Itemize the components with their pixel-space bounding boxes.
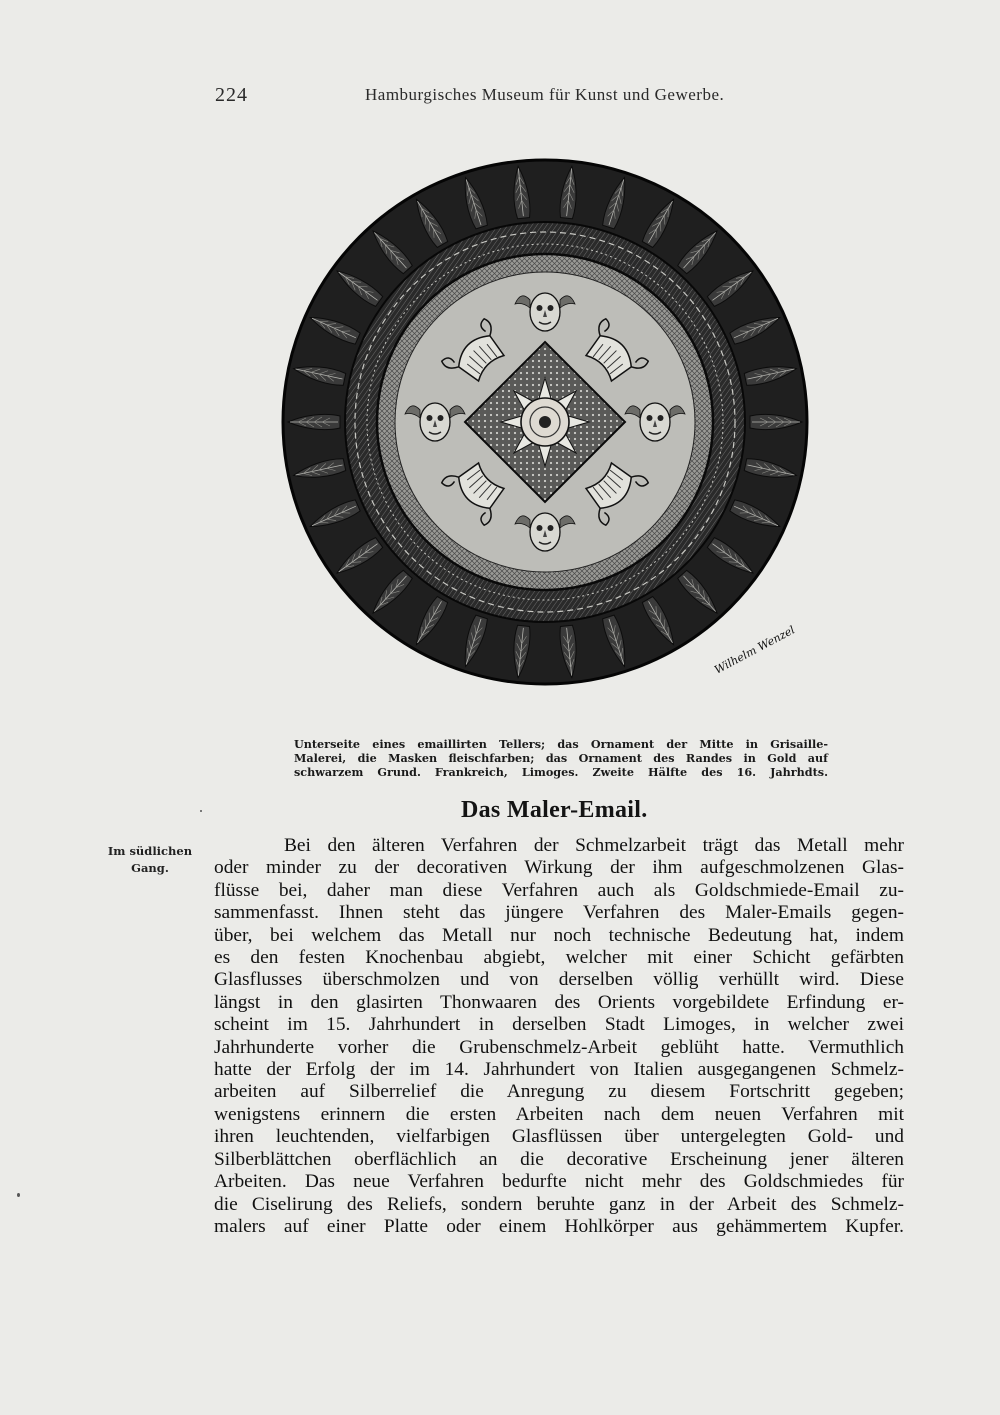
body-line: längst in den glasirten Thonwaaren des Orients vorgebildete Erfindung er- — [214, 991, 904, 1013]
figure-caption — [294, 737, 828, 779]
body-line: oder minder zu der decorativen Wirkung der ihm aufgeschmolzenen Glas- — [214, 857, 904, 879]
marginal-note — [100, 843, 200, 877]
body-line: die Ciselirung des Reliefs, sondern beruhte ganz in der Arbeit des Schmelz- — [214, 1193, 904, 1215]
body-paragraph — [214, 835, 904, 1238]
paper-speck — [200, 810, 202, 812]
body-line: wenigstens erinnern die ersten Arbeiten nach dem neuen Verfahren mit — [214, 1103, 904, 1125]
page-number: 224 — [215, 84, 248, 106]
body-line: arbeiten auf Silberrelief die Anregung zu diesem Fortschritt gegeben; — [214, 1081, 904, 1103]
marginal-note-line: Im südlichen — [107, 844, 193, 858]
paper-speck — [17, 1193, 20, 1197]
body-line: Silberblättchen oberflächlich an die decorative Erscheinung jener älteren — [214, 1148, 904, 1170]
body-line: Jahrhunderte vorher die Grubenschmelz-Arbeit geblüht hatte. Vermuthlich — [214, 1036, 904, 1058]
body-line: sammenfasst. Ihnen steht das jüngere Verfahren des Maler-Emails gegen- — [214, 902, 904, 924]
body-line: Arbeiten. Das neue Verfahren bedurfte nicht mehr des Goldschmiedes für — [214, 1171, 904, 1193]
caption-line: Malerei, die Masken fleischfarben; das Ornament des Randes in Gold auf — [294, 751, 828, 765]
caption-line: Unterseite eines emaillirten Tellers; das Ornament der Mitte in Grisaille- — [294, 737, 828, 751]
body-line: flüsse bei, daher man diese Verfahren auch als Goldschmiede-Email zu- — [214, 879, 904, 901]
body-line: Bei den älteren Verfahren der Schmelzarbeit trägt das Metall mehr — [284, 835, 904, 856]
body-line: malers auf einer Platte oder einem Hohlkörper aus gehämmertem Kupfer. — [214, 1215, 904, 1237]
body-line: hatte der Erfolg der im 14. Jahrhundert von Italien ausgegangenen Schmelz- — [214, 1059, 904, 1081]
caption-line: schwarzem Grund. Frankreich, Limoges. Zweite Hälfte des 16. Jahrhdts. — [294, 765, 828, 779]
running-header: Hamburgisches Museum für Kunst und Gewerbe. — [365, 85, 725, 104]
body-line: scheint im 15. Jahrhundert in derselben Stadt Limoges, in welcher zwei — [214, 1014, 904, 1036]
body-line: ihren leuchtenden, vielfarbigen Glasflüssen über untergelegten Gold- und — [214, 1126, 904, 1148]
body-line: über, bei welchem das Metall nur noch technische Bedeutung hat, indem — [214, 924, 904, 946]
marginal-note-line: Gang. — [131, 861, 169, 875]
svg-text:Wilhelm Wenzel: Wilhelm Wenzel — [712, 623, 798, 677]
plate-illustration — [272, 136, 820, 720]
section-title: Das Maler-Email. — [461, 797, 648, 823]
body-line: Glasflusses überschmolzen und von derselben völlig verhüllt wird. Diese — [214, 969, 904, 991]
body-line: es den festen Knochenbau abgiebt, welcher mit einer Schicht gefärbten — [214, 947, 904, 969]
